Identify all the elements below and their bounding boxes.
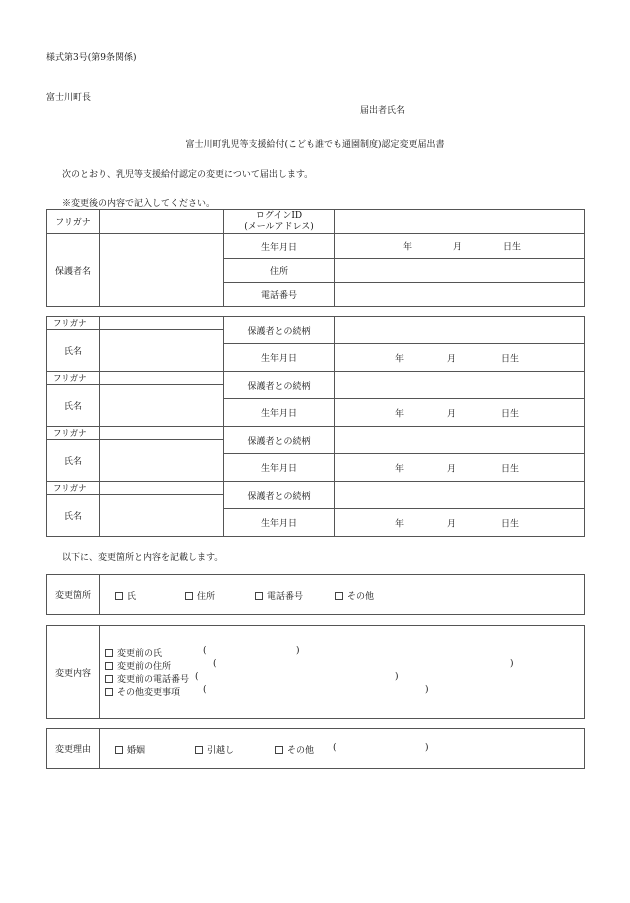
login-id-label: ログインID (メールアドレス) <box>224 210 335 234</box>
child-name-label: 氏名 <box>47 330 100 372</box>
addressee: 富士川町長 <box>46 93 92 103</box>
guardian-birth-label: 生年月日 <box>224 234 335 259</box>
child-birth-field[interactable] <box>335 344 585 372</box>
intro-text: 次のとおり、乳児等支援給付認定の変更について届出します。 <box>62 170 314 180</box>
change-reason-label: 変更理由 <box>47 729 100 768</box>
guardian-birth-field[interactable] <box>335 234 585 259</box>
child-furigana-field[interactable] <box>100 427 224 440</box>
child-name-field[interactable] <box>100 495 224 537</box>
day-label: 日生 <box>501 409 520 419</box>
checkbox-icon <box>105 688 113 696</box>
child-furigana-label: フリガナ <box>47 427 100 440</box>
paren-open: ( <box>203 685 207 695</box>
checkbox-phone[interactable]: 電話番号 <box>255 589 303 602</box>
child-furigana-field[interactable] <box>100 372 224 385</box>
children-table <box>46 316 585 537</box>
child-furigana-label: フリガナ <box>47 317 100 330</box>
child-birth-field[interactable] <box>335 509 585 537</box>
paren-open: ( <box>213 659 217 669</box>
login-id-field[interactable] <box>335 210 585 234</box>
child-furigana-field[interactable] <box>100 317 224 330</box>
relation-field[interactable] <box>335 317 585 344</box>
checkbox-icon <box>115 592 123 600</box>
day-label: 日生 <box>501 354 520 364</box>
month-label: 月 <box>453 242 463 253</box>
checkbox-reason-other[interactable]: その他 <box>275 743 314 756</box>
month-label: 月 <box>447 464 457 474</box>
child-birth-label: 生年月日 <box>224 399 335 427</box>
relation-field[interactable] <box>335 427 585 454</box>
checkbox-moving[interactable]: 引越し <box>195 743 234 756</box>
paren-open: ( <box>333 743 337 753</box>
paren-open: ( <box>203 646 207 656</box>
year-label: 年 <box>395 464 405 474</box>
year-label: 年 <box>395 354 405 364</box>
relation-label: 保護者との続柄 <box>224 427 335 454</box>
change-reason-section <box>46 728 585 769</box>
checkbox-icon <box>115 746 123 754</box>
child-furigana-label: フリガナ <box>47 372 100 385</box>
paren-open: ( <box>195 672 199 682</box>
child-birth-label: 生年月日 <box>224 509 335 537</box>
month-label: 月 <box>447 409 457 419</box>
guardian-address-label: 住所 <box>224 259 335 283</box>
day-label: 日生 <box>501 464 520 474</box>
change-place-label: 変更箇所 <box>47 575 100 614</box>
checkbox-icon <box>255 592 263 600</box>
change-content-label: 変更内容 <box>47 626 100 718</box>
month-label: 月 <box>447 519 457 529</box>
child-name-label: 氏名 <box>47 385 100 427</box>
day-label: 日生 <box>501 519 520 529</box>
checkbox-icon <box>275 746 283 754</box>
checkbox-icon <box>105 662 113 670</box>
year-label: 年 <box>403 242 413 253</box>
paren-close: ) <box>395 672 399 682</box>
checkbox-icon <box>105 649 113 657</box>
relation-label: 保護者との続柄 <box>224 372 335 399</box>
year-label: 年 <box>395 519 405 529</box>
checkbox-icon <box>335 592 343 600</box>
child-furigana-label: フリガナ <box>47 482 100 495</box>
checkbox-icon <box>105 675 113 683</box>
content-other[interactable]: その他変更事項 <box>105 685 180 698</box>
month-label: 月 <box>447 354 457 364</box>
guardian-phone-label: 電話番号 <box>224 283 335 307</box>
child-furigana-field[interactable] <box>100 482 224 495</box>
change-content-section <box>46 625 585 719</box>
child-name-label: 氏名 <box>47 495 100 537</box>
checkbox-marriage[interactable]: 婚姻 <box>115 743 145 756</box>
paren-close: ) <box>510 659 514 669</box>
child-name-field[interactable] <box>100 385 224 427</box>
child-birth-label: 生年月日 <box>224 344 335 372</box>
guardian-furigana-label: フリガナ <box>47 210 100 234</box>
form-number: 様式第3号(第9条関係) <box>46 53 137 63</box>
child-name-label: 氏名 <box>47 440 100 482</box>
guardian-name-field[interactable] <box>100 234 224 307</box>
day-label: 日生 <box>503 242 522 253</box>
checkbox-surname[interactable]: 氏 <box>115 589 136 602</box>
guardian-address-field[interactable] <box>335 259 585 283</box>
checkbox-other[interactable]: その他 <box>335 589 374 602</box>
form-title: 富士川町乳児等支援給付(こども誰でも通園制度)認定変更届出書 <box>185 140 445 150</box>
content-prev-surname[interactable]: 変更前の氏 <box>105 646 162 659</box>
relation-label: 保護者との続柄 <box>224 482 335 509</box>
below-text: 以下に、変更箇所と内容を記載します。 <box>62 553 224 563</box>
relation-field[interactable] <box>335 372 585 399</box>
content-prev-address[interactable]: 変更前の住所 <box>105 659 171 672</box>
checkbox-icon <box>195 746 203 754</box>
relation-field[interactable] <box>335 482 585 509</box>
note-text: ※変更後の内容で記入してください。 <box>62 199 216 209</box>
guardian-table <box>46 209 585 307</box>
child-birth-field[interactable] <box>335 454 585 482</box>
guardian-furigana-field[interactable] <box>100 210 224 234</box>
change-place-section <box>46 574 585 615</box>
relation-label: 保護者との続柄 <box>224 317 335 344</box>
content-prev-phone[interactable]: 変更前の電話番号 <box>105 672 189 685</box>
paren-close: ) <box>425 685 429 695</box>
checkbox-icon <box>185 592 193 600</box>
child-name-field[interactable] <box>100 440 224 482</box>
guardian-phone-field[interactable] <box>335 283 585 307</box>
checkbox-address[interactable]: 住所 <box>185 589 215 602</box>
guardian-name-label: 保護者名 <box>47 234 100 307</box>
paren-close: ) <box>425 743 429 753</box>
applicant-name-label: 届出者氏名 <box>360 106 406 116</box>
child-birth-label: 生年月日 <box>224 454 335 482</box>
child-birth-field[interactable] <box>335 399 585 427</box>
paren-close: ) <box>296 646 300 656</box>
year-label: 年 <box>395 409 405 419</box>
child-name-field[interactable] <box>100 330 224 372</box>
